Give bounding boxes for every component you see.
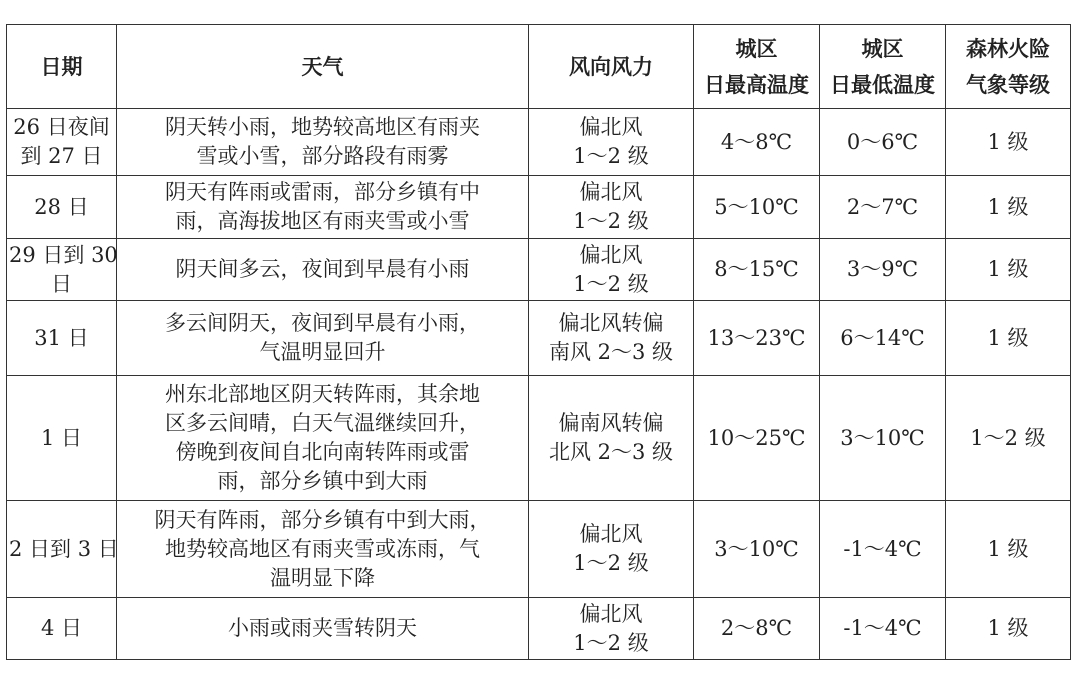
high-temp-cell: 4～8℃ xyxy=(694,109,820,176)
forecast-body xyxy=(7,109,1071,660)
wind-cell-line: 偏南风转偏 xyxy=(558,411,664,435)
weather-cell-line: 区多云间晴，白天气温继续回升， xyxy=(165,411,480,435)
weather-cell-line: 温明显下降 xyxy=(270,565,375,590)
wind-cell-line: 偏北风 xyxy=(579,115,643,139)
table-row xyxy=(7,501,1071,598)
wind-cell xyxy=(529,598,694,660)
weather-cell xyxy=(117,376,529,501)
header-fire-risk xyxy=(946,25,1071,109)
low-temp-cell: 6～14℃ xyxy=(820,301,946,376)
header-wind: 风向风力 xyxy=(529,25,694,109)
high-temp-cell: 3～10℃ xyxy=(694,501,820,598)
weather-cell xyxy=(117,239,529,301)
weather-cell xyxy=(117,501,529,598)
date-cell-line: 到 27 日 xyxy=(20,144,103,168)
wind-cell-line: 1～2 级 xyxy=(573,144,649,168)
fire-risk-cell: 1 级 xyxy=(946,239,1071,301)
high-temp-cell: 8～15℃ xyxy=(694,239,820,301)
weather-cell xyxy=(117,301,529,376)
table-row xyxy=(7,301,1071,376)
wind-cell-line: 偏北风转偏 xyxy=(558,311,664,335)
date-cell-line: 31 日 xyxy=(34,325,89,350)
wind-cell xyxy=(529,176,694,239)
date-cell xyxy=(7,109,117,176)
date-cell xyxy=(7,598,117,660)
table-row xyxy=(7,176,1071,239)
weather-cell-line: 地势较高地区有雨夹雪或冻雨，气 xyxy=(165,536,480,561)
date-cell-line: 日 xyxy=(51,271,72,296)
low-temp-cell: 3～10℃ xyxy=(820,376,946,501)
weather-cell-line: 阴天有阵雨或雷雨，部分乡镇有中 xyxy=(165,180,480,204)
high-temp-cell: 13～23℃ xyxy=(694,301,820,376)
high-temp-cell: 5～10℃ xyxy=(694,176,820,239)
weather-cell-line: 气温明显回升 xyxy=(259,340,386,364)
weather-cell xyxy=(117,109,529,176)
weather-cell-line: 阴天有阵雨，部分乡镇有中到大雨， xyxy=(154,507,491,532)
low-temp-cell: 2～7℃ xyxy=(820,176,946,239)
weather-cell-line: 小雨或雨夹雪转阴天 xyxy=(228,616,417,640)
table-row xyxy=(7,109,1071,176)
weather-cell xyxy=(117,176,529,239)
weather-cell-line: 雨，部分乡镇中到大雨 xyxy=(217,469,428,493)
wind-cell xyxy=(529,239,694,301)
date-cell-line: 2 日到 3 日 xyxy=(9,536,119,561)
wind-cell-line: 北风 2～3 级 xyxy=(548,440,674,464)
fire-risk-cell: 1 级 xyxy=(946,176,1071,239)
header-weather: 天气 xyxy=(117,25,529,109)
weather-cell-line: 阴天间多云，夜间到早晨有小雨 xyxy=(175,257,470,281)
weather-cell xyxy=(117,598,529,660)
wind-cell-line: 1～2 级 xyxy=(573,209,649,233)
wind-cell-line: 1～2 级 xyxy=(573,551,649,575)
weather-cell-line: 州东北部地区阴天转阵雨，其余地 xyxy=(165,382,480,406)
weather-cell-line: 多云间阴天，夜间到早晨有小雨， xyxy=(165,311,480,335)
wind-cell-line: 1～2 级 xyxy=(573,271,649,296)
wind-cell-line: 偏北风 xyxy=(579,180,643,204)
fire-risk-cell: 1 级 xyxy=(946,109,1071,176)
date-cell-line: 26 日夜间 xyxy=(13,115,110,139)
header-row xyxy=(7,25,1071,109)
date-cell xyxy=(7,376,117,501)
wind-cell xyxy=(529,501,694,598)
wind-cell-line: 偏北风 xyxy=(579,601,643,626)
wind-cell xyxy=(529,301,694,376)
table-row xyxy=(7,239,1071,301)
header-low-temp-line1: 城区 xyxy=(861,36,904,61)
date-cell xyxy=(7,301,117,376)
low-temp-cell: -1～4℃ xyxy=(820,598,946,660)
header-low-temp-line2: 日最低温度 xyxy=(830,72,935,97)
wind-cell-line: 偏北风 xyxy=(579,522,643,546)
header-high-temp-line1: 城区 xyxy=(735,36,778,61)
header-fire-risk-line2: 气象等级 xyxy=(966,72,1050,97)
table-row xyxy=(7,598,1071,660)
date-cell xyxy=(7,176,117,239)
header-date: 日期 xyxy=(7,25,117,109)
date-cell xyxy=(7,501,117,598)
wind-cell-line: 南风 2～3 级 xyxy=(548,340,674,364)
high-temp-cell: 10～25℃ xyxy=(694,376,820,501)
low-temp-cell: -1～4℃ xyxy=(820,501,946,598)
weather-forecast-table xyxy=(6,24,1071,660)
date-cell-line: 29 日到 30 xyxy=(9,242,118,267)
header-low-temp xyxy=(820,25,946,109)
fire-risk-cell: 1 级 xyxy=(946,598,1071,660)
low-temp-cell: 0～6℃ xyxy=(820,109,946,176)
date-cell-line: 1 日 xyxy=(40,425,83,450)
table-row xyxy=(7,376,1071,501)
high-temp-cell: 2～8℃ xyxy=(694,598,820,660)
fire-risk-cell: 1 级 xyxy=(946,301,1071,376)
date-cell-line: 4 日 xyxy=(40,616,83,640)
weather-cell-line: 雪或小雪，部分路段有雨雾 xyxy=(196,144,449,168)
header-fire-risk-line1: 森林火险 xyxy=(966,36,1050,61)
weather-cell-line: 傍晚到夜间自北向南转阵雨或雷 xyxy=(175,440,470,464)
weather-cell-line: 阴天转小雨，地势较高地区有雨夹 xyxy=(165,115,480,139)
low-temp-cell: 3～9℃ xyxy=(820,239,946,301)
wind-cell xyxy=(529,109,694,176)
weather-cell-line: 雨，高海拔地区有雨夹雪或小雪 xyxy=(175,209,470,233)
wind-cell-line: 偏北风 xyxy=(579,242,643,267)
wind-cell-line: 1～2 级 xyxy=(573,630,649,655)
header-high-temp xyxy=(694,25,820,109)
fire-risk-cell: 1 级 xyxy=(946,501,1071,598)
wind-cell xyxy=(529,376,694,501)
header-high-temp-line2: 日最高温度 xyxy=(704,72,809,97)
date-cell-line: 28 日 xyxy=(34,194,89,219)
date-cell xyxy=(7,239,117,301)
fire-risk-cell: 1～2 级 xyxy=(946,376,1071,501)
